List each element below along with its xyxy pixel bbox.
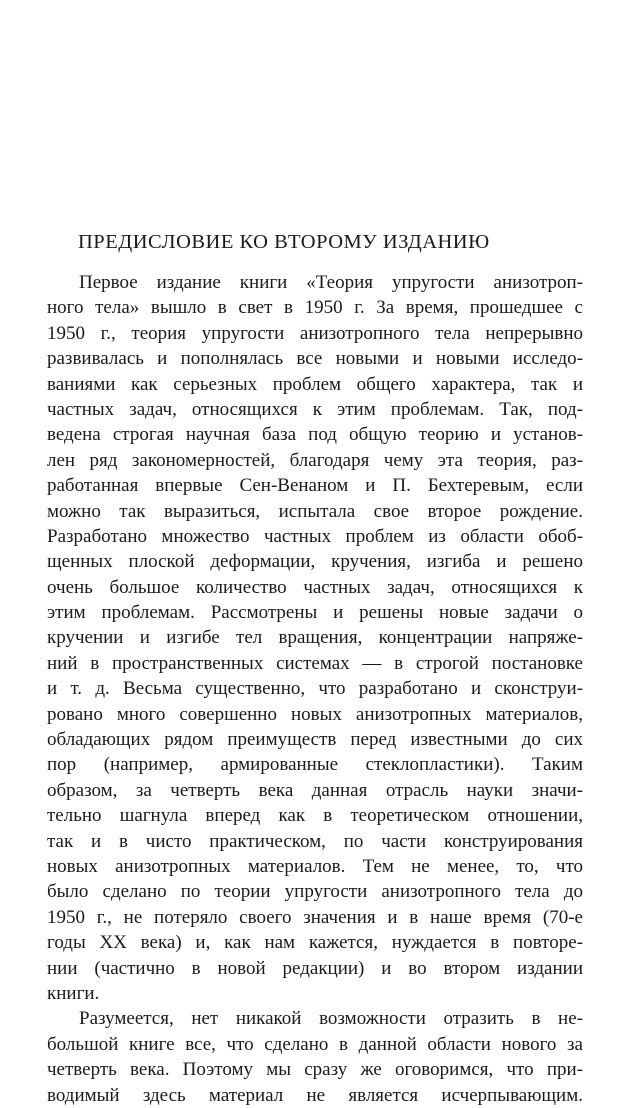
text-line: 1950 г., не потеряло своего значения и в наше время (70-е bbox=[47, 906, 583, 928]
text-line: ведена строгая научная база под общую теорию и установ- bbox=[47, 424, 583, 446]
text-line: ного тела» вышло в свет в 1950 г. За время, прошедшее с bbox=[47, 297, 583, 319]
text-line: частных задач, относящихся к этим проблемам. Так, под- bbox=[47, 398, 583, 420]
text-line: образом, за четверть века данная отрасль науки значи- bbox=[47, 779, 583, 801]
text-line: так и в чисто практическом, по части конструирования bbox=[47, 830, 583, 852]
text-line: новых анизотропных материалов. Тем не менее, то, что bbox=[47, 855, 583, 877]
text-line: работанная впервые Сен-Венаном и П. Бехтеревым, если bbox=[47, 475, 583, 497]
text-line: нии (частично в новой редакции) и во втором издании bbox=[47, 957, 583, 979]
text-line: пор (например, армированные стеклопластики). Таким bbox=[47, 754, 583, 776]
text-line: лен ряд закономерностей, благодаря чему эта теория, раз- bbox=[47, 449, 583, 471]
text-line: четверть века. Поэтому мы сразу же оговоримся, что при- bbox=[47, 1059, 583, 1081]
text-line: обладающих рядом преимуществ перед известными до сих bbox=[47, 729, 583, 751]
text-line: Первое издание книги «Теория упругости анизотроп- bbox=[79, 272, 583, 293]
text-line: кручении и изгибе тел вращения, концентрации напряже- bbox=[47, 627, 583, 649]
body-text bbox=[47, 270, 583, 1108]
text-line: было сделано по теории упругости анизотропного тела до bbox=[47, 881, 583, 903]
text-line: и т. д. Весьма существенно, что разработано и сконструи- bbox=[47, 678, 583, 700]
text-line: очень большое количество частных задач, относящихся к bbox=[47, 576, 583, 598]
text-line: ровано много совершенно новых анизотропных материалов, bbox=[47, 703, 583, 725]
text-line: Разумеется, нет никакой возможности отразить в не- bbox=[79, 1008, 583, 1030]
text-line: можно так выразиться, испытала свое второе рождение. bbox=[47, 500, 583, 522]
text-line: развивалась и пополнялась все новыми и новыми исследо- bbox=[47, 348, 583, 370]
text-line: Разработано множество частных проблем из области обоб- bbox=[47, 525, 583, 547]
text-line: этим проблемам. Рассмотрены и решены новые задачи о bbox=[47, 602, 583, 624]
text-line: большой книге все, что сделано в данной области нового за bbox=[47, 1033, 583, 1055]
text-line: щенных плоской деформации, кручения, изгиба и решено bbox=[47, 551, 583, 573]
text-line: книги. bbox=[47, 982, 100, 1004]
text-line: водимый здесь материал не является исчерпывающим. bbox=[47, 1084, 583, 1106]
text-line: 1950 г., теория упругости анизотропного тела непрерывно bbox=[47, 322, 583, 344]
text-line: ний в пространственных системах — в строгой постановке bbox=[47, 652, 583, 674]
page-title: ПРЕДИСЛОВИЕ КО ВТОРОМУ ИЗДАНИЮ bbox=[78, 231, 490, 253]
text-line: годы XX века) и, как нам кажется, нуждается в повторе- bbox=[47, 932, 583, 954]
text-line: ваниями как серьезных проблем общего характера, так и bbox=[47, 373, 583, 395]
text-line: тельно шагнула вперед как в теоретическом отношении, bbox=[47, 805, 583, 827]
